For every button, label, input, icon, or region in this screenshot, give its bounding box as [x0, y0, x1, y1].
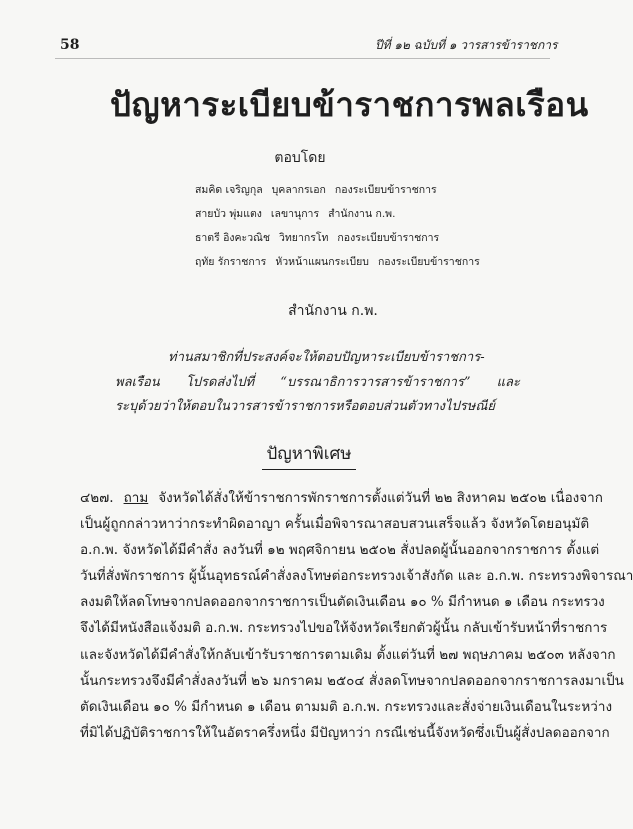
respondent-name: สายบัว พุ่มแตง: [195, 208, 262, 220]
header-rule: [55, 58, 550, 59]
item-number: ๔๒๗.: [80, 490, 114, 506]
office-name: สำนักงาน ก.พ.: [288, 303, 378, 319]
respondent-name: ฤทัย รักราชการ: [195, 256, 267, 268]
respondent-position: เลขานุการ: [270, 208, 320, 220]
respondent-position: หัวหน้าแผนกระเบียบ: [275, 256, 369, 268]
body-line: วันที่สั่งพักราชการ ผู้นั้นอุทธรณ์คำสั่งลงโทษต่อกระทรวงเจ้าสังกัด และ อ.ก.พ. กระทรวงพิจารณา: [80, 568, 633, 584]
respondent-position: บุคลากรเอก: [271, 184, 326, 196]
question-label: ถาม: [123, 490, 149, 506]
respondent-unit: สำนักงาน ก.พ.: [328, 208, 396, 220]
respondent-row: [195, 253, 555, 270]
body-line: นั้นกระทรวงจึงมีคำสั่งลงวันที่ ๒๖ มกราคม ๒๕๐๔ สั่งลดโทษจากปลดออกจากราชการลงมาเป็น: [80, 673, 624, 689]
issue-info: ปีที่ ๑๒ ฉบับที่ ๑ วารสารข้าราชการ: [375, 38, 558, 52]
page-number: 58: [60, 37, 80, 53]
respondent-unit: กองระเบียบข้าราชการ: [377, 256, 480, 268]
respondent-name: ธาตรี อิงคะวณิช: [195, 232, 270, 244]
body-line: เป็นผู้ถูกกล่าวหาว่ากระทำผิดอาญา ครั้นเมื่อพิจารณาสอบสวนเสร็จแล้ว จังหวัดโดยอนุมัติ: [80, 516, 590, 532]
respondent-row: [195, 205, 555, 222]
body-line: ที่มิได้ปฏิบัติราชการให้ในอัตราครึ่งหนึ่ง มีปัญหาว่า กรณีเช่นนี้จังหวัดซึ่งเป็นผู้สั่งปลดออกจาก: [80, 725, 610, 741]
section-heading: ปัญหาพิเศษ: [262, 440, 356, 470]
respondent-unit: กองระเบียบข้าราชการ: [337, 232, 440, 244]
body-line: จึงได้มีหนังสือแจ้งมติ อ.ก.พ. กระทรวงไปขอให้จังหวัดเรียกตัวผู้นั้น กลับเข้ารับหน้าที่ราชการ: [80, 620, 608, 636]
respondent-position: วิทยากรโท: [278, 232, 329, 244]
respondent-row: [195, 181, 555, 198]
body-line: ตัดเงินเดือน ๑๐ % มีกำหนด ๑ เดือน ตามมติ อ.ก.พ. กระทรวงและสั่งจ่ายเงินเดือนในระหว่าง: [80, 699, 613, 715]
body-line: ลงมติให้ลดโทษจากปลดออกจากราชการเป็นตัดเงินเดือน ๑๐ % มีกำหนด ๑ เดือน กระทรวง: [80, 594, 605, 610]
body-line: อ.ก.พ. จังหวัดได้มีคำสั่ง ลงวันที่ ๑๒ พฤศจิกายน ๒๕๐๒ สั่งปลดผู้นั้นออกจากราชการ ตั้งแต่: [80, 542, 600, 558]
body-line-text: จังหวัดได้สั่งให้ข้าราชการพักราชการตั้งแต่วันที่ ๒๒ สิงหาคม ๒๕๐๒ เนื่องจาก: [158, 490, 603, 506]
body-line: และจังหวัดได้มีคำสั่งให้กลับเข้ารับราชการตามเดิม ตั้งแต่วันที่ ๒๗ พฤษภาคม ๒๕๐๓ หลังจาก: [80, 647, 616, 663]
respondent-row: [195, 229, 555, 246]
body-line: [80, 486, 603, 508]
answered-by-label: ตอบโดย: [274, 150, 326, 166]
document-title: ปัญหาระเบียบข้าราชการพลเรือน: [110, 85, 589, 124]
respondent-unit: กองระเบียบข้าราชการ: [334, 184, 437, 196]
notice-line: พลเรือน โปรดส่งไปที่ “บรรณาธิการวารสารข้าราชการ” และ: [115, 375, 520, 390]
notice-line: ระบุด้วยว่าให้ตอบในวารสารข้าราชการหรือตอบส่วนตัวทางไปรษณีย์: [115, 399, 496, 414]
respondent-name: สมคิด เจริญกุล: [195, 184, 263, 196]
notice-line: ท่านสมาชิกที่ประสงค์จะให้ตอบปัญหาระเบียบข้าราชการ-: [168, 350, 485, 365]
